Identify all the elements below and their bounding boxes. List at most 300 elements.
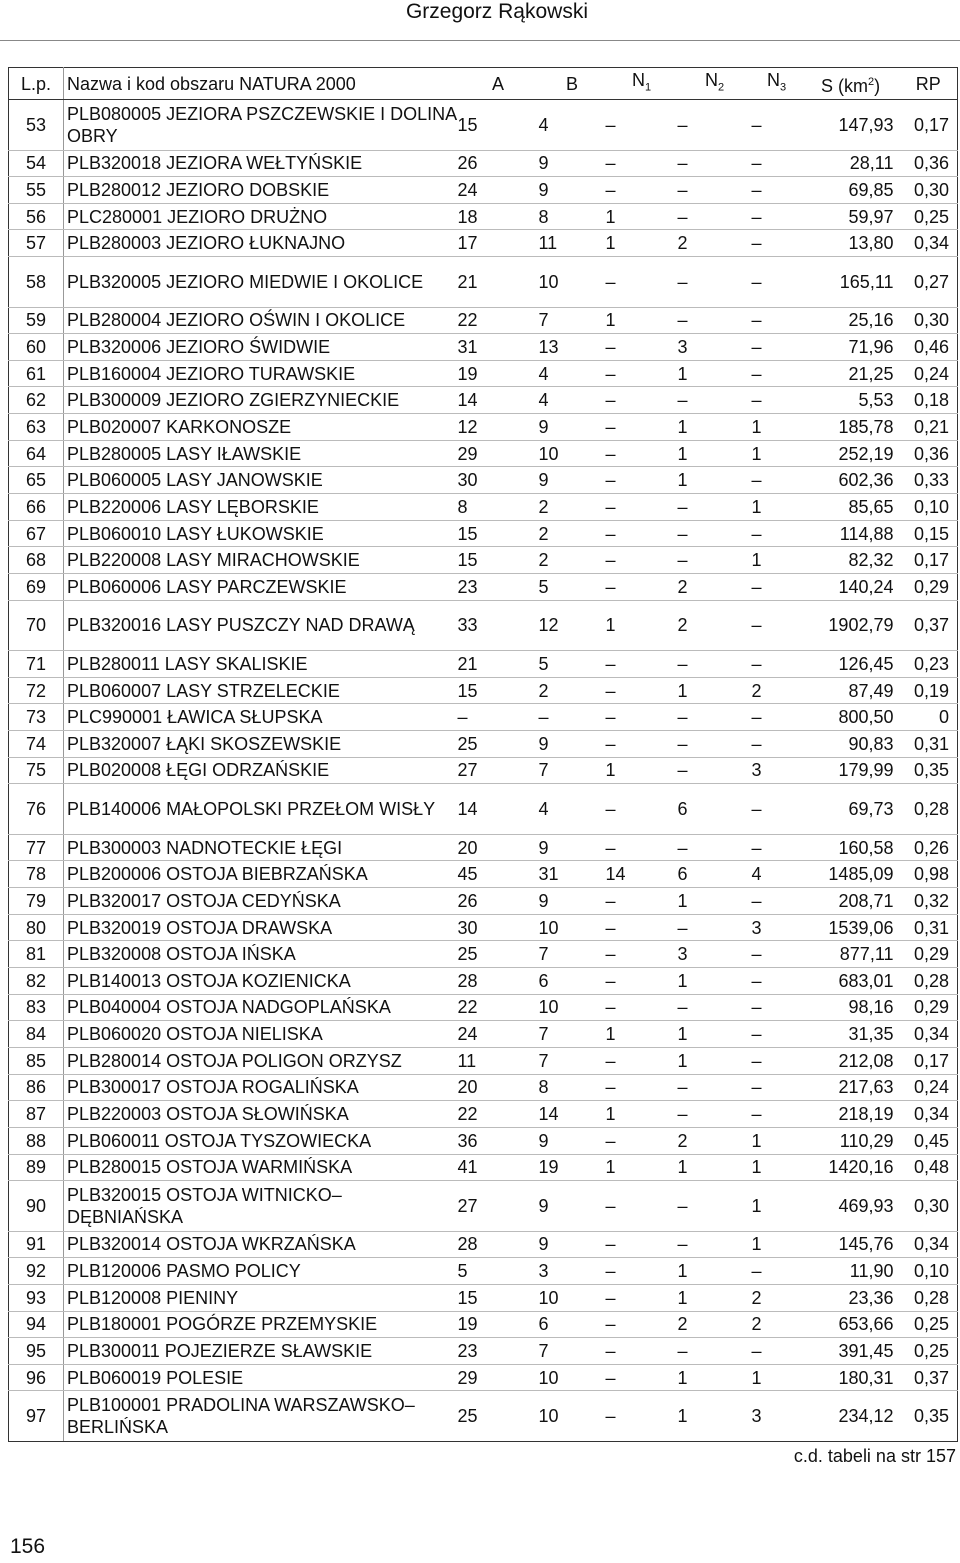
table-row xyxy=(9,440,958,467)
cell-n2: – xyxy=(678,994,752,1021)
cell-lp: 64 xyxy=(9,440,64,467)
cell-n2: – xyxy=(678,757,752,784)
cell-a: 20 xyxy=(458,1074,539,1101)
table-row xyxy=(9,1258,958,1285)
cell-rp: 0,37 xyxy=(900,600,958,651)
cell-n1: – xyxy=(606,1391,678,1442)
cell-rp: 0,98 xyxy=(900,861,958,888)
cell-area: 391,45 xyxy=(802,1338,900,1365)
table-row xyxy=(9,968,958,995)
cell-name: PLB320007 ŁĄKI SKOSZEWSKIE xyxy=(64,731,458,758)
cell-n2: – xyxy=(678,547,752,574)
cell-rp: 0,31 xyxy=(900,914,958,941)
cell-n1: – xyxy=(606,467,678,494)
cell-n3: – xyxy=(752,1074,802,1101)
cell-lp: 63 xyxy=(9,414,64,441)
cell-n3: 2 xyxy=(752,1284,802,1311)
cell-n1: 14 xyxy=(606,861,678,888)
cell-n2: – xyxy=(678,100,752,151)
cell-rp: 0,33 xyxy=(900,467,958,494)
cell-area: 653,66 xyxy=(802,1311,900,1338)
cell-area: 1420,16 xyxy=(802,1154,900,1181)
cell-b: 7 xyxy=(539,941,606,968)
cell-n3: – xyxy=(752,1338,802,1365)
cell-n3: – xyxy=(752,704,802,731)
cell-b: 8 xyxy=(539,203,606,230)
cell-n3: – xyxy=(752,888,802,915)
cell-name: PLB140006 MAŁOPOLSKI PRZEŁOM WISŁY xyxy=(64,784,458,835)
cell-b: 7 xyxy=(539,307,606,334)
cell-area: 218,19 xyxy=(802,1101,900,1128)
cell-n2: 1 xyxy=(678,440,752,467)
table-row xyxy=(9,100,958,151)
cell-area: 877,11 xyxy=(802,941,900,968)
cell-a: 11 xyxy=(458,1047,539,1074)
table-row xyxy=(9,704,958,731)
cell-b: 10 xyxy=(539,1364,606,1391)
cell-n2: – xyxy=(678,704,752,731)
cell-n2: 1 xyxy=(678,1364,752,1391)
cell-n2: – xyxy=(678,651,752,678)
cell-name: PLB320014 OSTOJA WKRZAŃSKA xyxy=(64,1231,458,1258)
table-row xyxy=(9,914,958,941)
cell-n3: 3 xyxy=(752,914,802,941)
cell-n3: 1 xyxy=(752,494,802,521)
cell-area: 59,97 xyxy=(802,203,900,230)
cell-a: 5 xyxy=(458,1258,539,1285)
cell-n1: – xyxy=(606,731,678,758)
cell-rp: 0,32 xyxy=(900,888,958,915)
cell-a: 15 xyxy=(458,677,539,704)
cell-name: PLB320018 JEZIORA WEŁTYŃSKIE xyxy=(64,150,458,177)
cell-rp: 0,28 xyxy=(900,1284,958,1311)
cell-area: 160,58 xyxy=(802,834,900,861)
cell-n1: – xyxy=(606,941,678,968)
table-body xyxy=(9,100,958,1442)
cell-name: PLB060011 OSTOJA TYSZOWIECKA xyxy=(64,1127,458,1154)
table-row xyxy=(9,360,958,387)
cell-rp: 0,34 xyxy=(900,1101,958,1128)
cell-name: PLB080005 JEZIORA PSZCZEWSKIE I DOLINA OBRY xyxy=(64,100,458,151)
cell-n3: 3 xyxy=(752,757,802,784)
table-row xyxy=(9,994,958,1021)
cell-area: 13,80 xyxy=(802,230,900,257)
cell-name: PLB020008 ŁĘGI ODRZAŃSKIE xyxy=(64,757,458,784)
cell-n3: 1 xyxy=(752,1364,802,1391)
cell-lp: 92 xyxy=(9,1258,64,1285)
cell-n3: – xyxy=(752,257,802,308)
cell-lp: 61 xyxy=(9,360,64,387)
cell-b: 31 xyxy=(539,861,606,888)
cell-lp: 69 xyxy=(9,573,64,600)
cell-lp: 62 xyxy=(9,387,64,414)
cell-n2: – xyxy=(678,177,752,204)
cell-area: 217,63 xyxy=(802,1074,900,1101)
cell-lp: 93 xyxy=(9,1284,64,1311)
table-row xyxy=(9,1074,958,1101)
cell-area: 69,85 xyxy=(802,177,900,204)
cell-n1: – xyxy=(606,1074,678,1101)
cell-a: 22 xyxy=(458,1101,539,1128)
cell-lp: 65 xyxy=(9,467,64,494)
cell-name: PLB320015 OSTOJA WITNICKO–DĘBNIAŃSKA xyxy=(64,1181,458,1232)
cell-n3: 3 xyxy=(752,1391,802,1442)
cell-n2: 2 xyxy=(678,573,752,600)
cell-lp: 81 xyxy=(9,941,64,968)
cell-n2: 3 xyxy=(678,941,752,968)
cell-rp: 0,37 xyxy=(900,1364,958,1391)
cell-a: 25 xyxy=(458,1391,539,1442)
cell-b: 10 xyxy=(539,914,606,941)
table-row xyxy=(9,1101,958,1128)
cell-area: 1539,06 xyxy=(802,914,900,941)
cell-n2: 1 xyxy=(678,677,752,704)
cell-name: PLB280003 JEZIORO ŁUKNAJNO xyxy=(64,230,458,257)
cell-a: 22 xyxy=(458,994,539,1021)
cell-area: 208,71 xyxy=(802,888,900,915)
cell-n1: – xyxy=(606,1311,678,1338)
cell-name: PLB060020 OSTOJA NIELISKA xyxy=(64,1021,458,1048)
cell-lp: 66 xyxy=(9,494,64,521)
table-row xyxy=(9,1231,958,1258)
cell-b: 4 xyxy=(539,387,606,414)
cell-name: PLB120008 PIENINY xyxy=(64,1284,458,1311)
cell-n1: – xyxy=(606,1181,678,1232)
cell-n1: 1 xyxy=(606,757,678,784)
cell-a: 29 xyxy=(458,1364,539,1391)
cell-n1: 1 xyxy=(606,230,678,257)
cell-n3: 1 xyxy=(752,440,802,467)
cell-n3: – xyxy=(752,968,802,995)
cell-area: 165,11 xyxy=(802,257,900,308)
cell-n1: – xyxy=(606,387,678,414)
cell-n3: – xyxy=(752,334,802,361)
cell-n2: 1 xyxy=(678,414,752,441)
cell-b: 8 xyxy=(539,1074,606,1101)
cell-lp: 67 xyxy=(9,520,64,547)
continuation-note: c.d. tabeli na str 157 xyxy=(793,1446,956,1466)
cell-rp: 0,10 xyxy=(900,1258,958,1285)
cell-name: PLB220008 LASY MIRACHOWSKIE xyxy=(64,547,458,574)
cell-a: 30 xyxy=(458,914,539,941)
cell-area: 31,35 xyxy=(802,1021,900,1048)
cell-lp: 71 xyxy=(9,651,64,678)
table-row xyxy=(9,757,958,784)
cell-area: 140,24 xyxy=(802,573,900,600)
cell-a: 19 xyxy=(458,360,539,387)
cell-area: 469,93 xyxy=(802,1181,900,1232)
cell-n3: 1 xyxy=(752,414,802,441)
cell-n1: – xyxy=(606,834,678,861)
cell-name: PLB320006 JEZIORO ŚWIDWIE xyxy=(64,334,458,361)
table-row xyxy=(9,1181,958,1232)
cell-n1: – xyxy=(606,547,678,574)
cell-name: PLB320008 OSTOJA IŃSKA xyxy=(64,941,458,968)
cell-n1: 1 xyxy=(606,307,678,334)
cell-n3: – xyxy=(752,230,802,257)
cell-name: PLB060010 LASY ŁUKOWSKIE xyxy=(64,520,458,547)
cell-name: PLB060005 LASY JANOWSKIE xyxy=(64,467,458,494)
cell-n2: – xyxy=(678,387,752,414)
cell-name: PLB160004 JEZIORO TURAWSKIE xyxy=(64,360,458,387)
cell-n1: 1 xyxy=(606,600,678,651)
cell-n3: 1 xyxy=(752,1181,802,1232)
cell-a: 21 xyxy=(458,651,539,678)
cell-n1: – xyxy=(606,914,678,941)
cell-lp: 53 xyxy=(9,100,64,151)
cell-b: 9 xyxy=(539,834,606,861)
table-row xyxy=(9,651,958,678)
table-row xyxy=(9,888,958,915)
cell-area: 90,83 xyxy=(802,731,900,758)
cell-rp: 0,30 xyxy=(900,307,958,334)
cell-b: 4 xyxy=(539,784,606,835)
cell-n2: – xyxy=(678,1231,752,1258)
cell-area: 683,01 xyxy=(802,968,900,995)
cell-lp: 55 xyxy=(9,177,64,204)
cell-b: 7 xyxy=(539,1338,606,1365)
cell-n3: – xyxy=(752,387,802,414)
cell-lp: 78 xyxy=(9,861,64,888)
cell-n3: – xyxy=(752,1021,802,1048)
cell-area: 110,29 xyxy=(802,1127,900,1154)
cell-name: PLB120006 PASMO POLICY xyxy=(64,1258,458,1285)
cell-name: PLB060007 LASY STRZELECKIE xyxy=(64,677,458,704)
cell-b: 2 xyxy=(539,677,606,704)
cell-name: PLB320017 OSTOJA CEDYŃSKA xyxy=(64,888,458,915)
cell-n1: 1 xyxy=(606,1101,678,1128)
table-row xyxy=(9,230,958,257)
cell-name: PLB280012 JEZIORO DOBSKIE xyxy=(64,177,458,204)
cell-rp: 0,29 xyxy=(900,994,958,1021)
column-header-n2: $N_2$ xyxy=(678,68,752,100)
cell-a: 12 xyxy=(458,414,539,441)
cell-area: 21,25 xyxy=(802,360,900,387)
cell-n2: – xyxy=(678,1074,752,1101)
cell-rp: 0,27 xyxy=(900,257,958,308)
cell-b: 9 xyxy=(539,414,606,441)
cell-area: 1902,79 xyxy=(802,600,900,651)
cell-rp: 0,19 xyxy=(900,677,958,704)
cell-n3: – xyxy=(752,360,802,387)
cell-lp: 73 xyxy=(9,704,64,731)
cell-b: 14 xyxy=(539,1101,606,1128)
column-header-a: A xyxy=(458,68,539,100)
running-head-author: Grzegorz Rąkowski xyxy=(405,0,588,23)
table-row xyxy=(9,150,958,177)
cell-b: 10 xyxy=(539,1391,606,1442)
cell-area: 114,88 xyxy=(802,520,900,547)
cell-rp: 0,35 xyxy=(900,1391,958,1442)
cell-a: 25 xyxy=(458,941,539,968)
table-header-row xyxy=(9,68,958,100)
cell-a: – xyxy=(458,704,539,731)
cell-n3: – xyxy=(752,150,802,177)
cell-n2: 6 xyxy=(678,861,752,888)
table-row xyxy=(9,177,958,204)
cell-rp: 0,25 xyxy=(900,203,958,230)
cell-area: 11,90 xyxy=(802,1258,900,1285)
table-row xyxy=(9,600,958,651)
cell-b: 10 xyxy=(539,440,606,467)
cell-n3: – xyxy=(752,467,802,494)
cell-lp: 86 xyxy=(9,1074,64,1101)
cell-n1: 1 xyxy=(606,1021,678,1048)
cell-n2: 1 xyxy=(678,1391,752,1442)
cell-name: PLB320016 LASY PUSZCZY NAD DRAWĄ xyxy=(64,600,458,651)
cell-name: PLB280004 JEZIORO OŚWIN I OKOLICE xyxy=(64,307,458,334)
table-row xyxy=(9,1311,958,1338)
cell-a: 8 xyxy=(458,494,539,521)
cell-lp: 88 xyxy=(9,1127,64,1154)
cell-area: 252,19 xyxy=(802,440,900,467)
cell-n2: – xyxy=(678,1101,752,1128)
cell-area: 98,16 xyxy=(802,994,900,1021)
cell-n2: 1 xyxy=(678,888,752,915)
cell-b: 9 xyxy=(539,467,606,494)
cell-rp: 0,36 xyxy=(900,150,958,177)
table-row xyxy=(9,941,958,968)
cell-name: PLB300011 POJEZIERZE SŁAWSKIE xyxy=(64,1338,458,1365)
cell-n1: – xyxy=(606,1047,678,1074)
table-row xyxy=(9,494,958,521)
cell-rp: 0,17 xyxy=(900,100,958,151)
cell-a: 15 xyxy=(458,520,539,547)
cell-n1: – xyxy=(606,257,678,308)
cell-n1: – xyxy=(606,573,678,600)
cell-b: 5 xyxy=(539,573,606,600)
cell-n2: – xyxy=(678,914,752,941)
cell-b: 6 xyxy=(539,1311,606,1338)
cell-n1: – xyxy=(606,784,678,835)
cell-lp: 85 xyxy=(9,1047,64,1074)
cell-n3: – xyxy=(752,994,802,1021)
cell-lp: 76 xyxy=(9,784,64,835)
cell-b: 9 xyxy=(539,150,606,177)
cell-b: 4 xyxy=(539,100,606,151)
cell-area: 179,99 xyxy=(802,757,900,784)
cell-b: 9 xyxy=(539,1231,606,1258)
natura-2000-table xyxy=(8,67,958,1442)
cell-name: PLC990001 ŁAWICA SŁUPSKA xyxy=(64,704,458,731)
cell-b: 7 xyxy=(539,1021,606,1048)
column-header-n3: $N_3$ xyxy=(752,68,802,100)
cell-a: 27 xyxy=(458,1181,539,1232)
cell-n2: 1 xyxy=(678,360,752,387)
cell-rp: 0,25 xyxy=(900,1338,958,1365)
cell-lp: 96 xyxy=(9,1364,64,1391)
cell-b: 6 xyxy=(539,968,606,995)
cell-area: 87,49 xyxy=(802,677,900,704)
cell-name: PLB100001 PRADOLINA WARSZAWSKO–BERLIŃSKA xyxy=(64,1391,458,1442)
cell-n1: – xyxy=(606,360,678,387)
cell-n2: – xyxy=(678,834,752,861)
cell-n3: – xyxy=(752,941,802,968)
cell-b: 13 xyxy=(539,334,606,361)
cell-n1: – xyxy=(606,150,678,177)
cell-name: PLB280015 OSTOJA WARMIŃSKA xyxy=(64,1154,458,1181)
cell-rp: 0,29 xyxy=(900,941,958,968)
table-row xyxy=(9,784,958,835)
cell-rp: 0 xyxy=(900,704,958,731)
cell-b: 9 xyxy=(539,731,606,758)
cell-n1: – xyxy=(606,888,678,915)
cell-name: PLB060006 LASY PARCZEWSKIE xyxy=(64,573,458,600)
cell-lp: 57 xyxy=(9,230,64,257)
cell-n2: 6 xyxy=(678,784,752,835)
cell-n1: – xyxy=(606,1364,678,1391)
cell-n3: 2 xyxy=(752,1311,802,1338)
cell-name: PLB280005 LASY IŁAWSKIE xyxy=(64,440,458,467)
table-row xyxy=(9,1364,958,1391)
cell-a: 15 xyxy=(458,547,539,574)
cell-a: 18 xyxy=(458,203,539,230)
cell-name: PLB280014 OSTOJA POLIGON ORZYSZ xyxy=(64,1047,458,1074)
cell-rp: 0,34 xyxy=(900,230,958,257)
cell-area: 212,08 xyxy=(802,1047,900,1074)
cell-b: 4 xyxy=(539,360,606,387)
table-row xyxy=(9,547,958,574)
cell-lp: 74 xyxy=(9,731,64,758)
cell-b: 19 xyxy=(539,1154,606,1181)
cell-area: 23,36 xyxy=(802,1284,900,1311)
table-row xyxy=(9,307,958,334)
cell-a: 14 xyxy=(458,784,539,835)
cell-a: 28 xyxy=(458,1231,539,1258)
cell-a: 19 xyxy=(458,1311,539,1338)
cell-n3: 1 xyxy=(752,1127,802,1154)
cell-n3: – xyxy=(752,651,802,678)
cell-name: PLC280001 JEZIORO DRUŻNO xyxy=(64,203,458,230)
cell-lp: 82 xyxy=(9,968,64,995)
cell-n1: – xyxy=(606,414,678,441)
cell-rp: 0,25 xyxy=(900,1311,958,1338)
cell-lp: 94 xyxy=(9,1311,64,1338)
cell-n1: – xyxy=(606,704,678,731)
table-row xyxy=(9,1154,958,1181)
cell-rp: 0,46 xyxy=(900,334,958,361)
table-row xyxy=(9,334,958,361)
page-header xyxy=(0,0,960,40)
cell-n2: 2 xyxy=(678,1311,752,1338)
cell-a: 23 xyxy=(458,1338,539,1365)
cell-n3: – xyxy=(752,1047,802,1074)
cell-lp: 68 xyxy=(9,547,64,574)
cell-rp: 0,48 xyxy=(900,1154,958,1181)
cell-n1: – xyxy=(606,1127,678,1154)
cell-n2: – xyxy=(678,203,752,230)
cell-lp: 54 xyxy=(9,150,64,177)
cell-name: PLB320005 JEZIORO MIEDWIE I OKOLICE xyxy=(64,257,458,308)
table-row xyxy=(9,414,958,441)
column-header-b: B xyxy=(539,68,606,100)
cell-a: 29 xyxy=(458,440,539,467)
cell-name: PLB200006 OSTOJA BIEBRZAŃSKA xyxy=(64,861,458,888)
cell-rp: 0,28 xyxy=(900,968,958,995)
cell-rp: 0,24 xyxy=(900,1074,958,1101)
cell-rp: 0,10 xyxy=(900,494,958,521)
table-row xyxy=(9,834,958,861)
cell-n1: – xyxy=(606,440,678,467)
cell-a: 15 xyxy=(458,1284,539,1311)
cell-b: 12 xyxy=(539,600,606,651)
cell-n3: – xyxy=(752,731,802,758)
cell-lp: 79 xyxy=(9,888,64,915)
cell-a: 27 xyxy=(458,757,539,784)
table-row xyxy=(9,1391,958,1442)
cell-lp: 60 xyxy=(9,334,64,361)
cell-n2: – xyxy=(678,520,752,547)
